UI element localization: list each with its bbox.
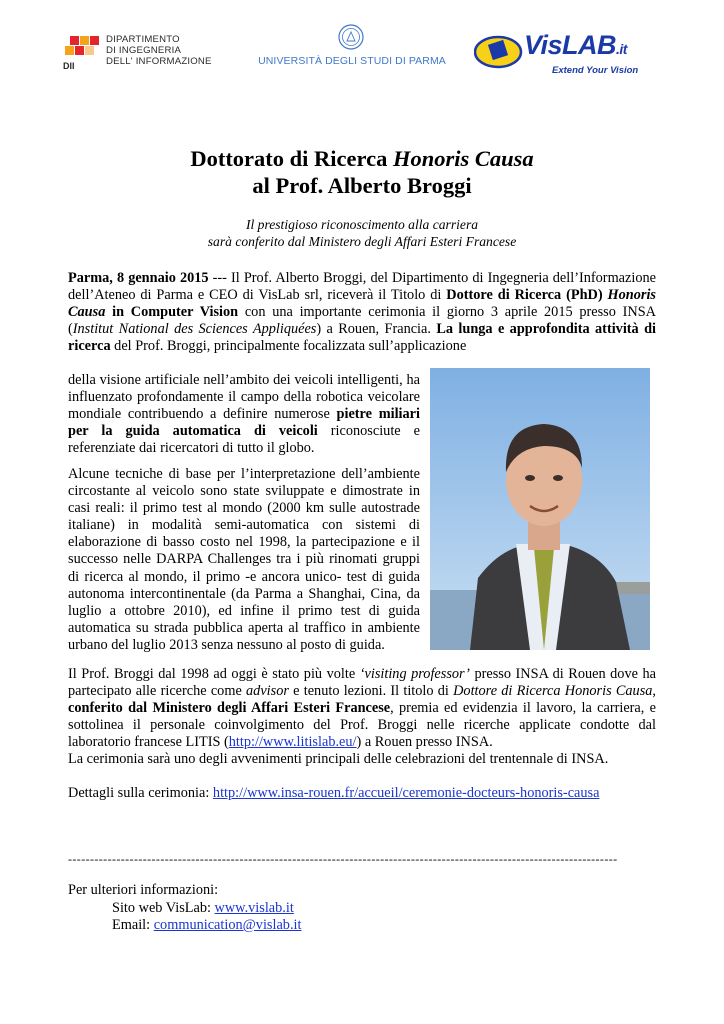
paragraph-announcement-continued: della visione artificiale nell’ambito dei veicoli intelligenti, ha influenzato profondamente il campo della robotica veicolare mondiale contribuendo a definire numerose pietre miliari per la guida automatica di veicoli riconosciute e referenziate dai ricercatori di tutto il globo. (68, 372, 420, 457)
university-seal-icon (338, 24, 364, 50)
paragraph-announcement: Parma, 8 gennaio 2015 --- Il Prof. Alberto Broggi, del Dipartimento di Ingegneria dell’Informazione dell’Ateneo di Parma e CEO di VisLab srl, riceverà il Titolo di Dottore di Ricerca (PhD) Honoris Causa in Computer Vision con una importante cerimonia il giorno 3 aprile 2015 presso INSA (Institut National des Sciences Appliquées) a Rouen, Francia. La lunga e approfondita attività di ricerca del Prof. Broggi, principalmente focalizzata sull’applicazione (68, 270, 657, 355)
litis-link[interactable]: http://www.litislab.eu/ (228, 734, 357, 751)
dii-name: DIPARTIMENTO DI INGEGNERIA DELL' INFORMAZIONE (106, 34, 212, 67)
dii-square-5 (75, 46, 84, 55)
subtitle-line-1: Il prestigioso riconoscimento alla carriera (245, 217, 479, 232)
page-title-line-1: Dottorato di Ricerca Honoris Causa (190, 146, 534, 171)
vislab-name: VisLAB.it (524, 30, 627, 60)
vislab-logo (474, 30, 664, 82)
dii-square-3 (90, 36, 99, 45)
university-logo (252, 24, 452, 74)
contact-heading: Per ulteriori informazioni: (68, 882, 219, 898)
dii-square-4 (65, 46, 74, 55)
contact-block (68, 882, 301, 935)
paragraph-research: Alcune tecniche di base per l’interpretazione dell’ambiente circostante al veicolo sono state sviluppate e dimostrate in casi reali: il primo test al mondo (2000 km sulle autostrade italiane) in modalità semi-automatica con sistemi di elaborazione di basso costo nel 1998, la partecipazione e il successo nelle DARPA Challenges tra i più rinomati gruppi di ricerca al mondo, il primo -e ancora unico- test di guida autonoma intercontinentale (da Parma a Shanghai, Cina, da luglio a ottobre 2010), ed infine il primo test di guida automatica su strada pubblica aperta al traffico in ambiente urbano del luglio 2013 senza nessuno al posto di guida. (68, 466, 420, 653)
ceremony-details: Dettagli sulla cerimonia: http://www.insa-rouen.fr/accueil/ceremonie-docteurs-honoris-causa (68, 785, 600, 801)
vislab-tagline: Extend Your Vision (552, 65, 639, 76)
dii-tag: DII (63, 61, 75, 71)
dii-square-2 (80, 36, 89, 45)
university-name: UNIVERSITÀ DEGLI STUDI DI PARMA (258, 55, 446, 67)
website-link[interactable]: www.vislab.it (214, 899, 294, 916)
separator-line: ----------------------------------------------------------------------------------------------------------------------------- (68, 852, 618, 866)
subtitle-line-2: sarà conferito dal Ministero degli Affari Esteri Francese (207, 234, 517, 249)
email-link[interactable]: communication@vislab.it (153, 917, 302, 933)
dii-logo (62, 34, 222, 74)
portrait-photo (430, 368, 650, 650)
dii-square-6 (85, 46, 94, 55)
dii-square-1 (70, 36, 79, 45)
ceremony-link[interactable]: http://www.insa-rouen.fr/accueil/ceremonie-docteurs-honoris-causa (212, 785, 600, 801)
contact-email: Email: communication@vislab.it (112, 917, 302, 933)
paragraph-insa: Il Prof. Broggi dal 1998 ad oggi è stato più volte ‘visiting professor’ presso INSA di Rouen dove ha partecipato alle ricerche come advisor e tenuto lezioni. Il titolo di Dottore di Ricerca Honoris Causa, conferito dal Ministero degli Affari Esteri Francese, premia ed evidenzia il lavoro, la carriera, e sottolinea il personale coinvolgimento del Prof. Broggi nelle ricerche applicate condotte dal laboratorio francese LITIS (http://www.litislab.eu/) a Rouen presso INSA. La cerimonia sarà uno degli avvenimenti principali delle celebrazioni del trentennale di INSA. (68, 666, 656, 768)
contact-site: Sito web VisLab: www.vislab.it (112, 899, 294, 916)
page-title-line-2: al Prof. Alberto Broggi (252, 173, 472, 198)
vislab-eye-icon (474, 32, 526, 72)
